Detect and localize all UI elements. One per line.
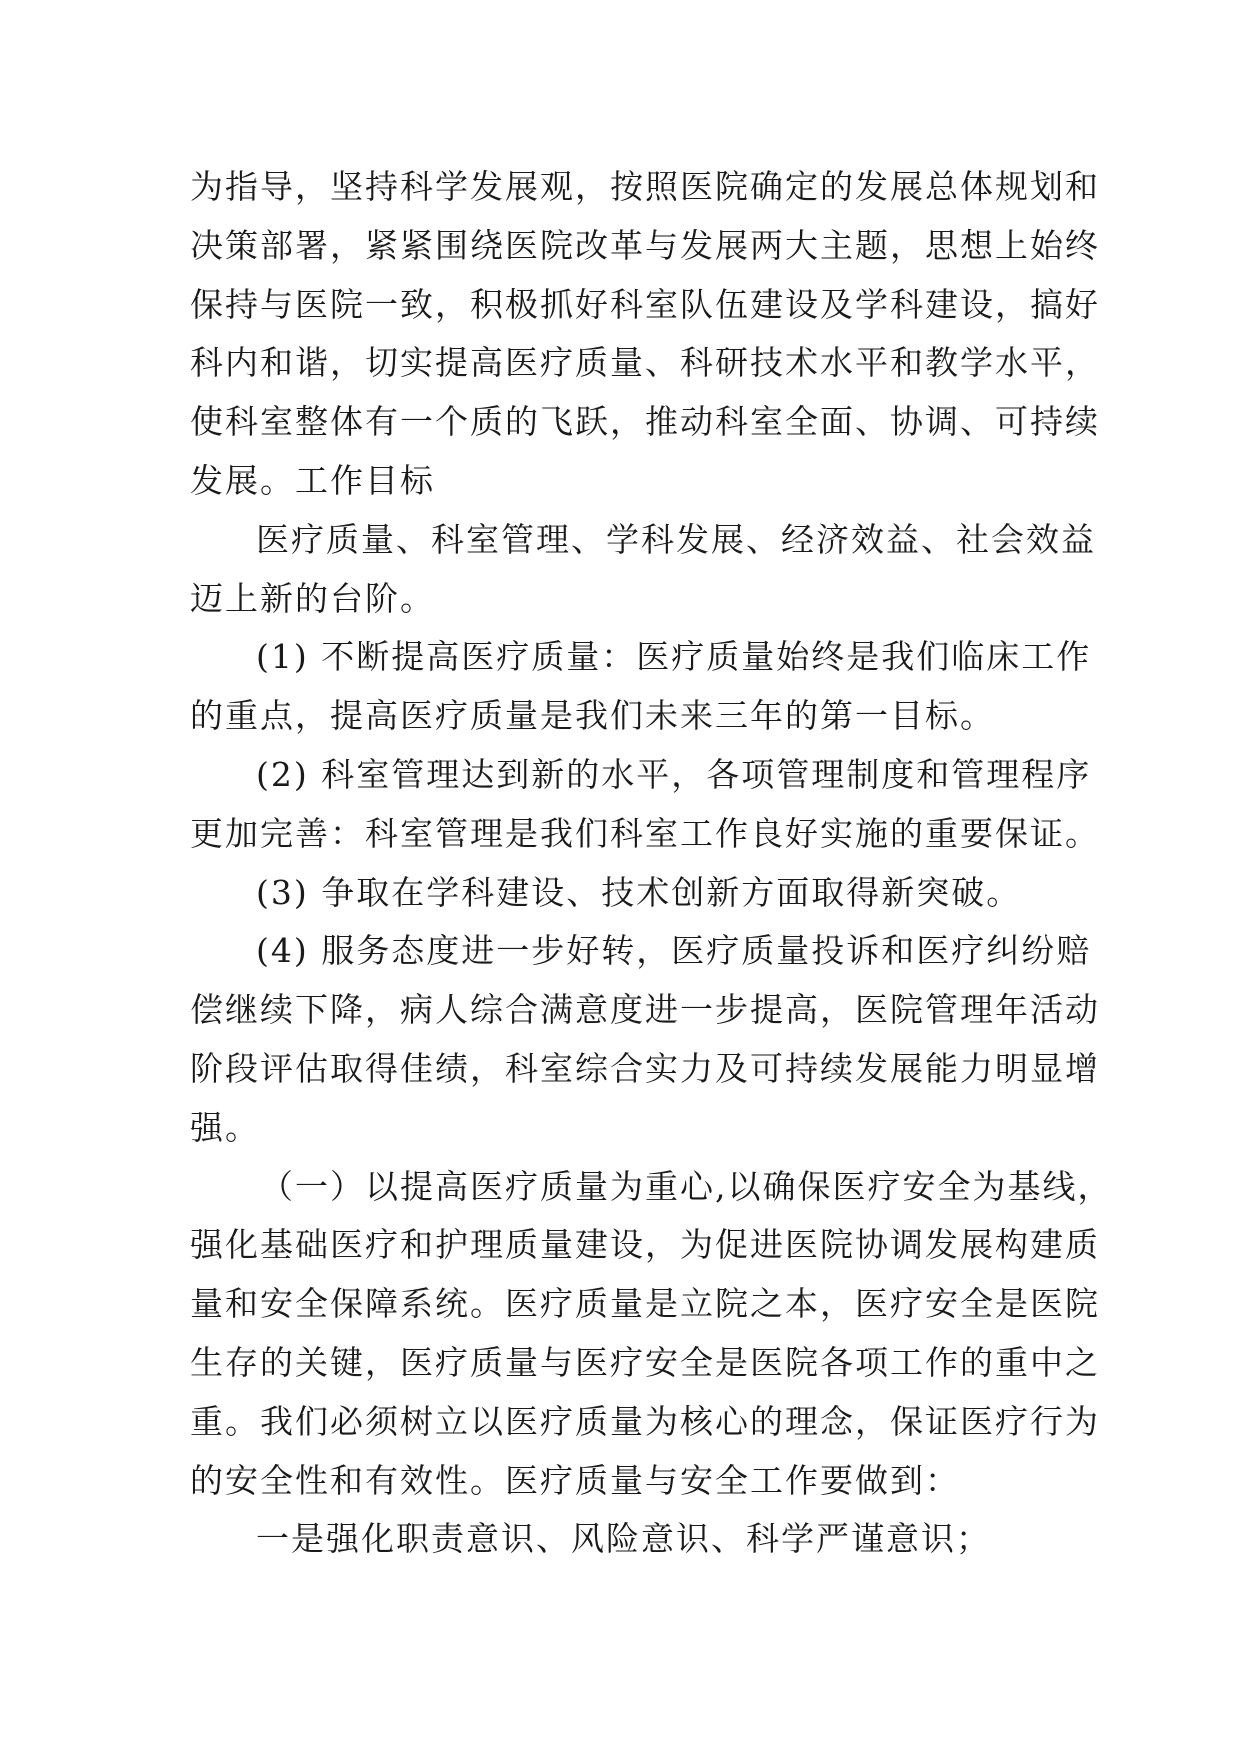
text-line: 强。 bbox=[190, 1107, 260, 1147]
text-line: 一是强化职责意识、风险意识、科学严谨意识； bbox=[256, 1519, 991, 1559]
text-line: (1) 不断提高医疗质量：医疗质量始终是我们临床工作 bbox=[256, 637, 1092, 677]
text-line: 发展。工作目标 bbox=[190, 460, 435, 500]
text-line: 强化基础医疗和护理质量建设，为促进医院协调发展构建质 bbox=[190, 1225, 1100, 1265]
text-line: 保持与医院一致，积极抓好科室队伍建设及学科建设，搞好 bbox=[190, 284, 1100, 324]
text-line: 迈上新的台阶。 bbox=[190, 578, 435, 618]
text-line: 生存的关键，医疗质量与医疗安全是医院各项工作的重中之 bbox=[190, 1342, 1100, 1382]
text-line: 更加完善：科室管理是我们科室工作良好实施的重要保证。 bbox=[190, 813, 1100, 853]
text-line: 阶段评估取得佳绩，科室综合实力及可持续发展能力明显增 bbox=[190, 1048, 1100, 1088]
text-line: (2) 科室管理达到新的水平，各项管理制度和管理程序 bbox=[256, 754, 1092, 794]
text-line: 科内和谐，切实提高医疗质量、科研技术水平和教学水平， bbox=[190, 343, 1100, 383]
text-line: （一）以提高医疗质量为重心,以确保医疗安全为基线， bbox=[260, 1166, 1113, 1206]
text-line: 为指导，坚持科学发展观，按照医院确定的发展总体规划和 bbox=[190, 167, 1100, 206]
text-line: (3) 争取在学科建设、技术创新方面取得新突破。 bbox=[256, 872, 1022, 912]
text-line: 量和安全保障系统。医疗质量是立院之本，医疗安全是医院 bbox=[190, 1284, 1100, 1324]
body-text bbox=[190, 158, 1113, 1569]
text-line: 重。我们必须树立以医疗质量为核心的理念，保证医疗行为 bbox=[190, 1401, 1100, 1441]
text-line: 医疗质量、科室管理、学科发展、经济效益、社会效益 bbox=[256, 519, 1096, 559]
text-line: (4) 服务态度进一步好转，医疗质量投诉和医疗纠纷赔 bbox=[256, 931, 1092, 971]
text-line: 的安全性和有效性。医疗质量与安全工作要做到： bbox=[190, 1460, 960, 1500]
text-line: 偿继续下降，病人综合满意度进一步提高，医院管理年活动 bbox=[190, 990, 1100, 1030]
text-line: 使科室整体有一个质的飞跃，推动科室全面、协调、可持续 bbox=[190, 402, 1100, 442]
text-line: 的重点，提高医疗质量是我们未来三年的第一目标。 bbox=[190, 696, 995, 736]
text-line: 决策部署，紧紧围绕医院改革与发展两大主题，思想上始终 bbox=[190, 225, 1100, 265]
